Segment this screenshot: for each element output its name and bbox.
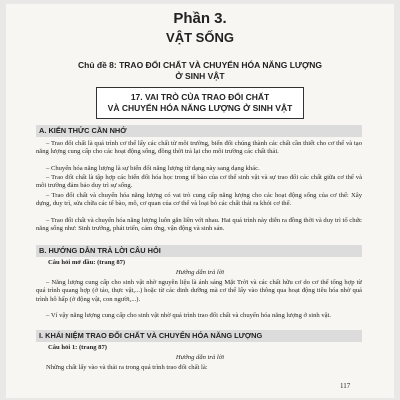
answer-guide-label: Hướng dẫn trả lời	[175, 269, 225, 276]
part-label: Phần 3.	[173, 10, 227, 27]
question-opening: Câu hỏi mở đầu: (trang 87)	[48, 259, 126, 266]
section-i-heading: I. KHÁI NIỆM TRAO ĐỔI CHẤT VÀ CHUYỂN HÓA NĂNG LƯỢNG	[36, 330, 362, 342]
paragraph-b2: – Ví vậy năng lượng cung cấp cho sinh vật nhờ quá trình trao đổi chất và chuyển hóa năng lượng ở sinh vật.	[46, 312, 332, 319]
topic-line-1: Chủ đề 8: TRAO ĐỔI CHẤT VÀ CHUYỂN HÓA NĂNG LƯỢNG	[78, 60, 322, 70]
paragraph-b1: – Năng lượng cung cấp cho sinh vật nhờ nguyên liệu là ánh sáng Mặt Trời và các chất hữu cơ do cơ thể tổng hợp từ quá trình quang hợp (ở tảo, thực vật,...) hoặc từ các dinh dưỡng mà cơ thể lấy vào thông qua hoạt động tiêu hóa nhờ quá trình hô hấp (ở động vật, con người,...).	[36, 279, 362, 303]
lesson-title-box	[96, 87, 304, 119]
paragraph-i1: Những chất lấy vào và thải ra trong quá trình trao đổi chất là:	[46, 364, 208, 371]
paragraph-a1: – Trao đổi chất là quá trình cơ thể lấy các chất từ môi trường, biến đổi chúng thành các chất cần thiết cho cơ thể và tạo năng lượng cung cấp cho các hoạt động sống, đồng thời trả lại cho môi trường các chất thải.	[36, 140, 362, 156]
paragraph-a5: – Trao đổi chất và chuyển hóa năng lượng luôn gắn liền với nhau. Hai quá trình này diễn ra đồng thời và duy trì tổ chức năng sống như: Sinh trưởng, phát triển, cảm ứng, vận động và sinh sản.	[36, 217, 362, 233]
answer-guide-label-2: Hướng dẫn trả lời	[175, 354, 225, 361]
paragraph-a2: – Chuyển hóa năng lượng là sự biến đổi năng lượng từ dạng này sang dạng khác.	[46, 165, 260, 172]
section-b-heading: B. HƯỚNG DẪN TRẢ LỜI CÂU HỎI	[36, 245, 362, 257]
page-number: 117	[340, 382, 351, 390]
lesson-line-1: 17. VAI TRÒ CỦA TRAO ĐỔI CHẤT	[130, 92, 270, 102]
section-a-heading: A. KIẾN THỨC CẦN NHỚ	[36, 125, 362, 137]
topic-heading	[0, 60, 400, 82]
lesson-line-2: VÀ CHUYỂN HÓA NĂNG LƯỢNG Ở SINH VẬT	[107, 103, 293, 113]
topic-line-2: Ở SINH VẬT	[175, 71, 225, 81]
paragraph-a3: – Trao đổi chất là tập hợp các biến đổi hóa học trong tế bào của cơ thể sinh vật và sự trao đổi các chất giữa cơ thể và môi trường đảm bảo duy trì sự sống.	[36, 174, 362, 190]
part-title: VẬT SỐNG	[166, 30, 234, 45]
question-1: Câu hỏi 1: (trang 87)	[48, 344, 107, 351]
paragraph-a4: – Trao đổi chất và chuyển hóa năng lượng có vai trò cung cấp năng lượng cho các hoạt động sống của cơ thể: Xây dựng, duy trì, sửa chữa các tế bào, mô, cơ quan của cơ thể và loại bỏ các chất thải ra khỏi cơ thể.	[36, 192, 362, 208]
